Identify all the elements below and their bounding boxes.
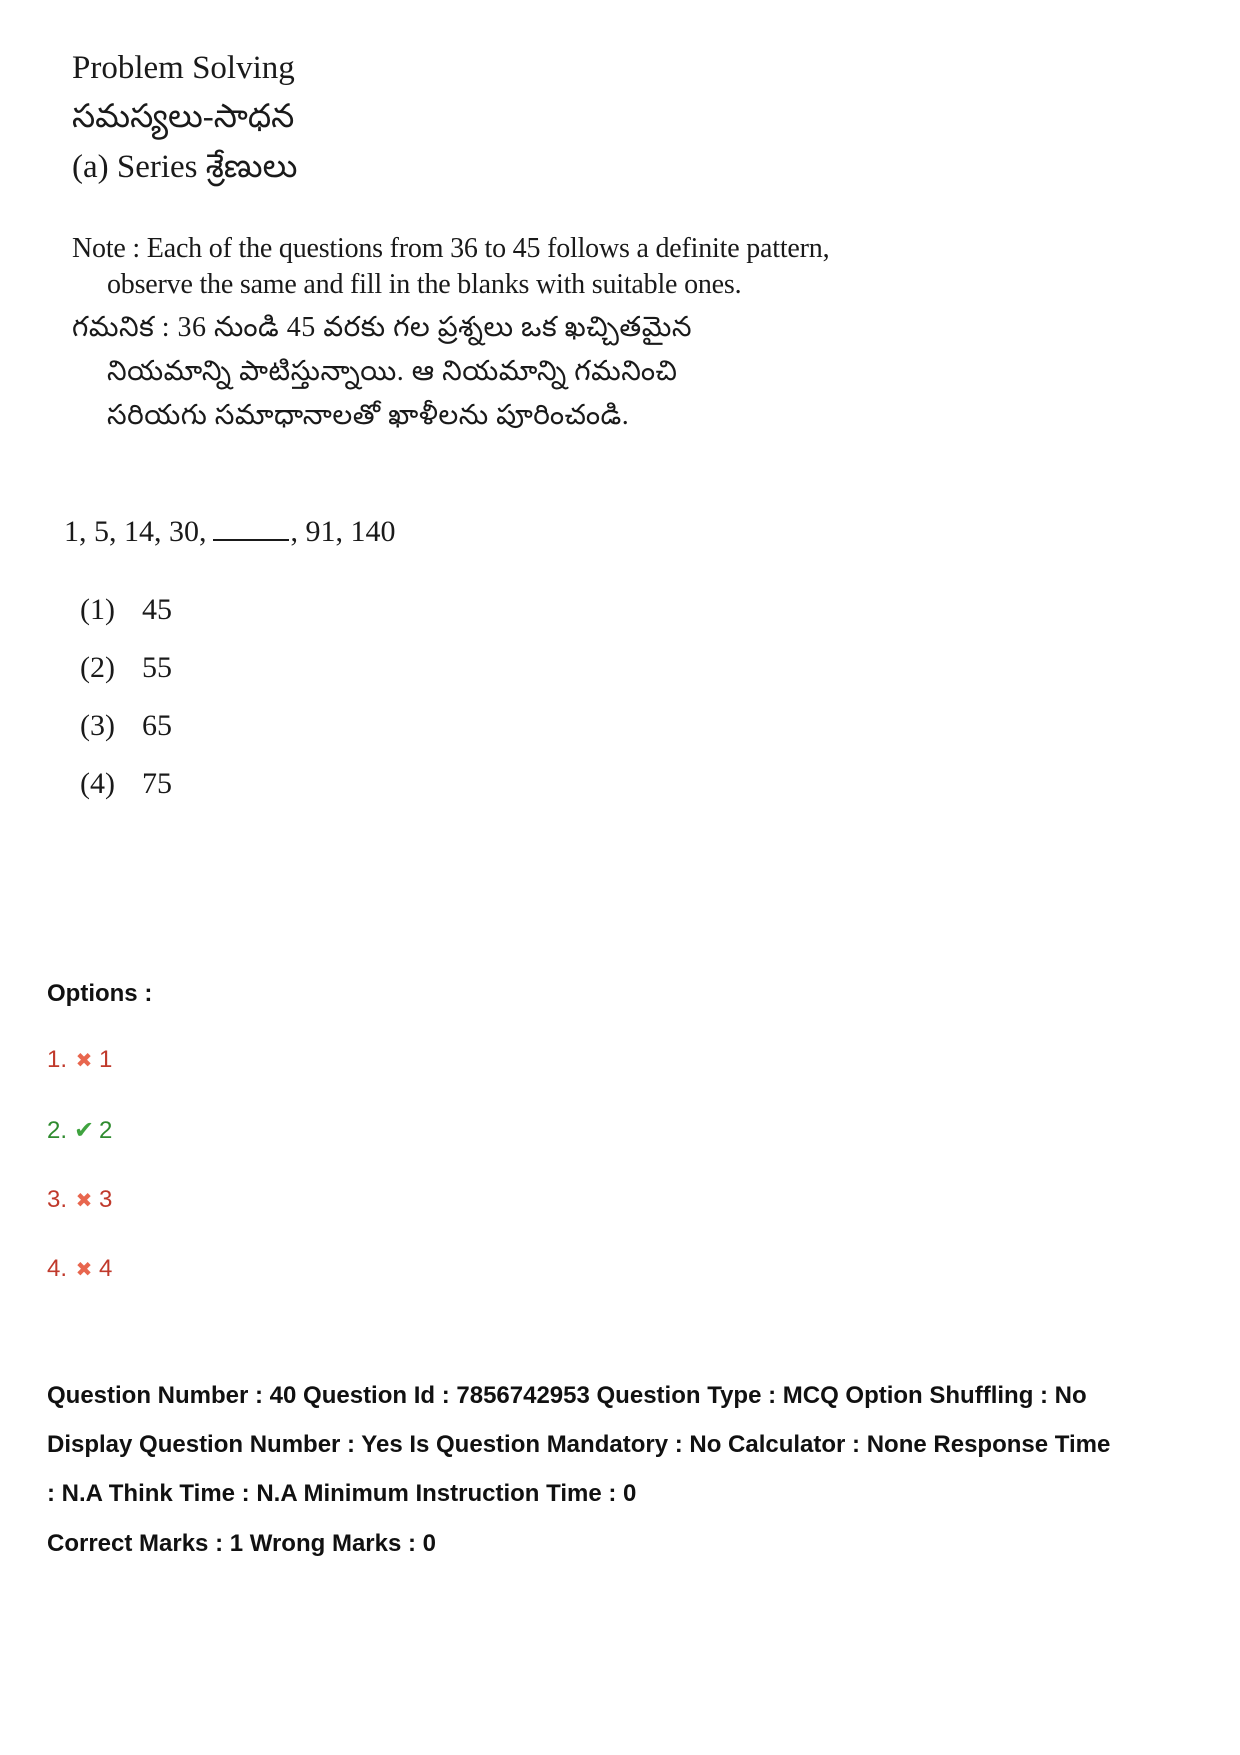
note-telugu-line: సరియగు సమాధానాలతో ఖాళీలను పూరించండి. xyxy=(107,400,630,431)
option-label: 4 xyxy=(99,1255,113,1282)
option-label: 3 xyxy=(99,1186,113,1213)
option-row xyxy=(47,1116,112,1145)
answer-choice xyxy=(80,593,172,627)
cross-icon: ✖ xyxy=(75,1190,93,1212)
cross-icon: ✖ xyxy=(75,1050,93,1072)
cross-icon: ✖ xyxy=(75,1259,93,1281)
option-index: 4. xyxy=(47,1255,68,1282)
sequence-end: , 91, 140 xyxy=(290,515,396,548)
number-sequence xyxy=(64,515,396,549)
option-label: 2 xyxy=(99,1117,113,1144)
note-line: observe the same and fill in the blanks with suitable ones. xyxy=(107,269,742,300)
check-icon: ✔ xyxy=(73,1117,95,1144)
answer-choice xyxy=(80,709,172,743)
sequence-start: 1, 5, 14, 30, xyxy=(64,515,207,548)
answer-choice xyxy=(80,767,172,801)
question-metadata xyxy=(47,1371,1207,1518)
option-row xyxy=(47,1255,112,1283)
option-index: 2. xyxy=(47,1117,68,1144)
choice-value: 75 xyxy=(142,767,172,800)
metadata-line: Question Number : 40 Question Id : 7856742953 Question Type : MCQ Option Shuffling : No xyxy=(47,1382,1087,1409)
option-row xyxy=(47,1046,112,1074)
choice-value: 45 xyxy=(142,593,172,626)
option-row xyxy=(47,1186,112,1214)
choice-value: 55 xyxy=(142,651,172,684)
option-index: 3. xyxy=(47,1186,68,1213)
note-telugu-line: నియమాన్ని పాటిస్తున్నాయి. ఆ నియమాన్ని గమనించి xyxy=(107,356,678,387)
choice-number: (4) xyxy=(80,767,115,800)
marks-info: Correct Marks : 1 Wrong Marks : 0 xyxy=(47,1530,437,1557)
choice-number: (2) xyxy=(80,651,115,684)
option-label: 1 xyxy=(99,1046,113,1073)
options-heading: Options : xyxy=(47,980,153,1007)
choice-value: 65 xyxy=(142,709,172,742)
option-index: 1. xyxy=(47,1046,68,1073)
metadata-line: : N.A Think Time : N.A Minimum Instruction Time : 0 xyxy=(47,1480,637,1507)
section-title-telugu: సమస్యలు-సాధన xyxy=(72,99,295,135)
note-line: Note : Each of the questions from 36 to 45 follows a definite pattern, xyxy=(72,233,830,264)
answer-choice xyxy=(80,651,172,685)
metadata-line: Display Question Number : Yes Is Question Mandatory : No Calculator : None Response Time xyxy=(47,1431,1111,1458)
sequence-blank xyxy=(213,538,289,541)
subsection-title: (a) Series శ్రేణులు xyxy=(72,149,298,185)
note-telugu-line: గమనిక : 36 నుండి 45 వరకు గల ప్రశ్నలు ఒక ఖచ్చితమైన xyxy=(72,312,692,343)
section-title: Problem Solving xyxy=(72,50,295,86)
choice-number: (3) xyxy=(80,709,115,742)
choice-number: (1) xyxy=(80,593,115,626)
